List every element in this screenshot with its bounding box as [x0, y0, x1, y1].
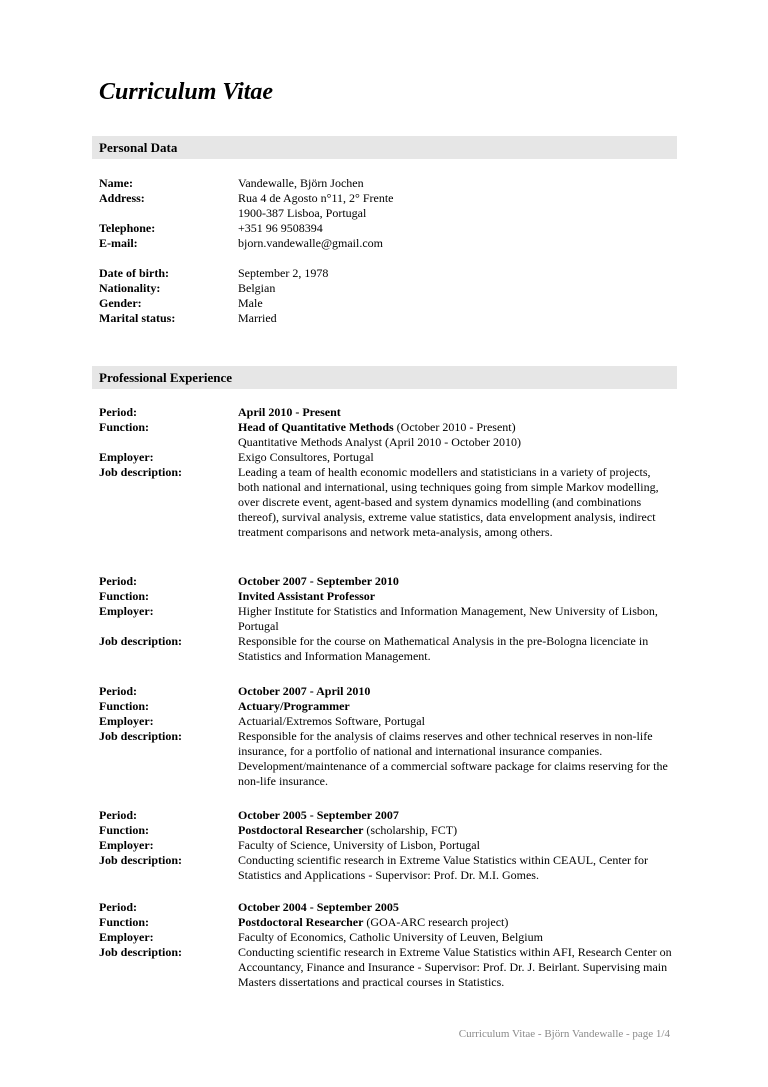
job-description-value: Conducting scientific research in Extreme Value Statistics within AFI, Research Center on Accountancy, Finance and Insurance - Supervisor: Prof. Dr. J. Beirlant. Supervising main Masters dissertations and practical courses in Statistics.: [238, 945, 672, 989]
job-description-value: Conducting scientific research in Extreme Value Statistics within CEAUL, Center for Statistics and Applications - Supervisor: Prof. Dr. M.I. Gomes.: [238, 853, 649, 882]
period-label: Period:: [99, 684, 137, 698]
marital-value: Married: [238, 311, 277, 325]
job-description-label: Job description:: [99, 729, 183, 743]
dob-label: Date of birth:: [99, 266, 169, 280]
job-description-label: Job description:: [99, 945, 183, 959]
function-line-2: Quantitative Methods Analyst (April 2010 - October 2010): [238, 435, 521, 449]
email-value: bjorn.vandewalle@gmail.com: [238, 236, 384, 250]
employer-value: Higher Institute for Statistics and Information Management, New University of Lisbon, Portugal: [238, 604, 658, 633]
marital-label: Marital status:: [99, 311, 176, 325]
address-value: [238, 191, 674, 221]
job-entry: [99, 574, 674, 664]
employer-row: [99, 604, 674, 634]
telephone-label: Telephone:: [99, 221, 156, 235]
job-description-row: [99, 853, 674, 883]
function-title: Invited Assistant Professor: [238, 589, 376, 603]
job-description-value: Responsible for the course on Mathematical Analysis in the pre-Bologna licenciate in Statistics and Information Management.: [238, 634, 649, 663]
gender-row: [99, 296, 674, 311]
address-row: [99, 191, 674, 221]
job-description-row: [99, 634, 674, 664]
period-row: [99, 900, 674, 915]
function-label: Function:: [99, 823, 150, 837]
job-description-value: Responsible for the analysis of claims reserves and other technical reserves in non-life insurance, for a portfolio of national and international insurance companies. Development/maintenance of a commercial software package for claims reserving for the non-life insurance.: [238, 729, 668, 788]
function-row: [99, 915, 674, 930]
employer-value: Faculty of Science, University of Lisbon, Portugal: [238, 838, 480, 852]
employer-value: Exigo Consultores, Portugal: [238, 450, 374, 464]
document-title: Curriculum Vitae: [99, 79, 274, 105]
employer-label: Employer:: [99, 604, 154, 618]
function-title: Actuary/Programmer: [238, 699, 350, 713]
job-description-label: Job description:: [99, 853, 183, 867]
name-row: [99, 176, 674, 191]
job-entry: [99, 900, 674, 990]
gender-label: Gender:: [99, 296, 142, 310]
page-footer: Curriculum Vitae - Björn Vandewalle - page 1/4: [458, 1028, 670, 1040]
personal-data-block: [99, 176, 674, 326]
period-row: [99, 574, 674, 589]
job-description-value: Leading a team of health economic modellers and statisticians in a variety of projects, both national and international, using techniques going from simple Markov modelling, over discrete event, agent-based and system dynamics modelling (and combinations thereof), survival analysis, extreme value statistics, data envelopment analysis, indirect treatment comparisons and network meta-analysis, among others.: [238, 465, 659, 539]
dob-value: September 2, 1978: [238, 266, 329, 280]
employer-row: [99, 450, 674, 465]
job-description-row: [99, 945, 674, 990]
employer-row: [99, 838, 674, 853]
function-title: Head of Quantitative Methods: [238, 420, 394, 434]
period-value: October 2005 - September 2007: [238, 808, 399, 822]
email-row: [99, 236, 674, 251]
function-title: Postdoctoral Researcher: [238, 823, 364, 837]
telephone-value: +351 96 9508394: [238, 221, 323, 235]
employer-label: Employer:: [99, 838, 154, 852]
function-label: Function:: [99, 589, 150, 603]
period-row: [99, 808, 674, 823]
job-entry: [99, 808, 674, 883]
period-label: Period:: [99, 574, 137, 588]
address-label: Address:: [99, 191, 145, 205]
function-note: (GOA-ARC research project): [363, 915, 509, 929]
gender-value: Male: [238, 296, 263, 310]
employer-value: Actuarial/Extremos Software, Portugal: [238, 714, 425, 728]
name-value: Vandewalle, Björn Jochen: [238, 176, 364, 190]
function-title: Postdoctoral Researcher: [238, 915, 364, 929]
period-value: April 2010 - Present: [238, 405, 341, 419]
period-label: Period:: [99, 808, 137, 822]
telephone-row: [99, 221, 674, 236]
nationality-value: Belgian: [238, 281, 276, 295]
period-value: October 2004 - September 2005: [238, 900, 399, 914]
personal-data-header: Personal Data: [92, 136, 677, 159]
job-description-row: [99, 729, 674, 789]
employer-label: Employer:: [99, 930, 154, 944]
job-description-row: [99, 465, 674, 540]
employer-label: Employer:: [99, 714, 154, 728]
function-row: [99, 823, 674, 838]
period-label: Period:: [99, 900, 137, 914]
employer-label: Employer:: [99, 450, 154, 464]
email-label: E-mail:: [99, 236, 138, 250]
job-entry: [99, 405, 674, 540]
function-label: Function:: [99, 420, 150, 434]
job-description-label: Job description:: [99, 634, 183, 648]
function-row: [99, 699, 674, 714]
professional-experience-header: Professional Experience: [92, 366, 677, 389]
period-row: [99, 684, 674, 699]
function-note: (October 2010 - Present): [393, 420, 516, 434]
function-note: (scholarship, FCT): [363, 823, 458, 837]
address-line-1: Rua 4 de Agosto n°11, 2° Frente: [238, 191, 394, 205]
period-row: [99, 405, 674, 420]
period-label: Period:: [99, 405, 137, 419]
job-description-label: Job description:: [99, 465, 183, 479]
function-row: [99, 420, 674, 450]
function-label: Function:: [99, 699, 150, 713]
function-row: [99, 589, 674, 604]
employer-value: Faculty of Economics, Catholic University of Leuven, Belgium: [238, 930, 543, 944]
period-value: October 2007 - September 2010: [238, 574, 399, 588]
dob-row: [99, 266, 674, 281]
function-label: Function:: [99, 915, 150, 929]
nationality-row: [99, 281, 674, 296]
period-value: October 2007 - April 2010: [238, 684, 371, 698]
name-label: Name:: [99, 176, 133, 190]
job-entry: [99, 684, 674, 789]
marital-row: [99, 311, 674, 326]
address-line-2: 1900-387 Lisboa, Portugal: [238, 206, 367, 220]
employer-row: [99, 930, 674, 945]
nationality-label: Nationality:: [99, 281, 161, 295]
employer-row: [99, 714, 674, 729]
